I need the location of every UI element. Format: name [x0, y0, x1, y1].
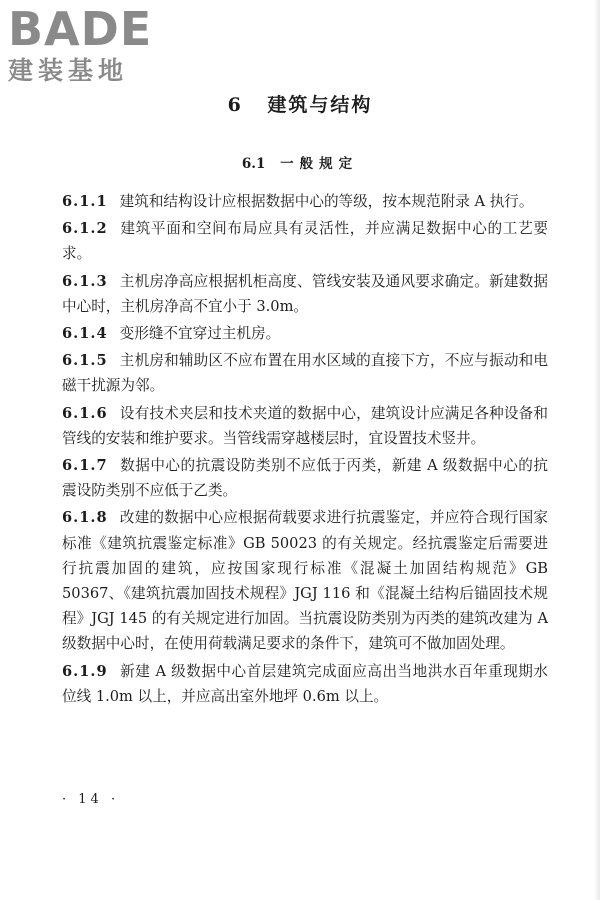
clause-number: 6.1.2 — [62, 220, 108, 238]
clause-number: 6.1.9 — [62, 662, 108, 680]
clause — [62, 269, 548, 319]
clause — [62, 401, 548, 451]
clause-number: 6.1.3 — [62, 272, 108, 290]
section-heading — [0, 152, 600, 172]
clause-text: 建筑和结构设计应根据数据中心的等级，按本规范附录 A 执行。 — [119, 193, 534, 210]
clause — [62, 659, 548, 709]
clause — [62, 348, 548, 398]
clause-number: 6.1.6 — [62, 404, 108, 422]
clause-list — [62, 189, 548, 709]
clause-text: 主机房净高应根据机柜高度、管线安装及通风要求确定。新建数据中心时，主机房净高不宜小于 3.0m。 — [62, 272, 548, 315]
section-number: 6.1 — [241, 156, 266, 172]
clause — [62, 505, 548, 656]
clause-text: 变形缝不宜穿过主机房。 — [119, 325, 281, 343]
logo-brand-text: BADE — [8, 2, 153, 56]
clause-number: 6.1.5 — [62, 352, 108, 370]
clause — [62, 453, 548, 503]
clause-number: 6.1.4 — [62, 325, 108, 343]
clause-number: 6.1.1 — [62, 193, 108, 210]
clause-text: 设有技术夹层和技术夹道的数据中心，建筑设计应满足各种设备和管线的安装和维护要求。当管线需穿越楼层时，宜设置技术竖井。 — [62, 404, 548, 447]
clause-number: 6.1.7 — [62, 457, 108, 475]
clause-text: 改建的数据中心应根据荷载要求进行抗震鉴定，并应符合现行国家标准《建筑抗震鉴定标准》GB 50023 的有关规定。经抗震鉴定后需要进行抗震加固的建筑，应按国家现行标准《混凝土加固结构规范》GB 50367、《建筑抗震加固技术规程》JGJ 116 和《混凝土结构后锚固技术规程》JGJ 145 的有关规定进行加固。当抗震设防类别为丙类的建筑改建为 A 级数据中心时，在使用荷载满足要求的条件下，建筑可不做加固处理。 — [62, 509, 548, 653]
clause-text: 数据中心的抗震设防类别不应低于丙类，新建 A 级数据中心的抗震设防类别不应低于乙类。 — [62, 457, 548, 500]
clause — [62, 321, 548, 346]
chapter-number: 6 — [227, 94, 243, 116]
chapter-heading — [0, 90, 600, 117]
page-number: · 14 · — [62, 792, 120, 807]
chapter-title: 建筑与结构 — [267, 94, 373, 116]
scan-edge — [594, 0, 600, 900]
clause — [62, 216, 548, 266]
brand-logo — [8, 2, 188, 86]
clause-text: 新建 A 级数据中心首层建筑完成面应高出当地洪水百年重现期水位线 1.0m 以上，并应高出室外地坪 0.6m 以上。 — [62, 662, 548, 705]
clause-text: 建筑平面和空间布局应具有灵活性，并应满足数据中心的工艺要求。 — [62, 220, 548, 263]
section-title: 一般规定 — [280, 156, 359, 172]
clause — [62, 189, 548, 214]
logo-subtitle: 建装基地 — [8, 56, 129, 85]
clause-number: 6.1.8 — [62, 509, 108, 527]
clause-text: 主机房和辅助区不应布置在用水区域的直接下方，不应与振动和电磁干扰源为邻。 — [62, 352, 548, 395]
